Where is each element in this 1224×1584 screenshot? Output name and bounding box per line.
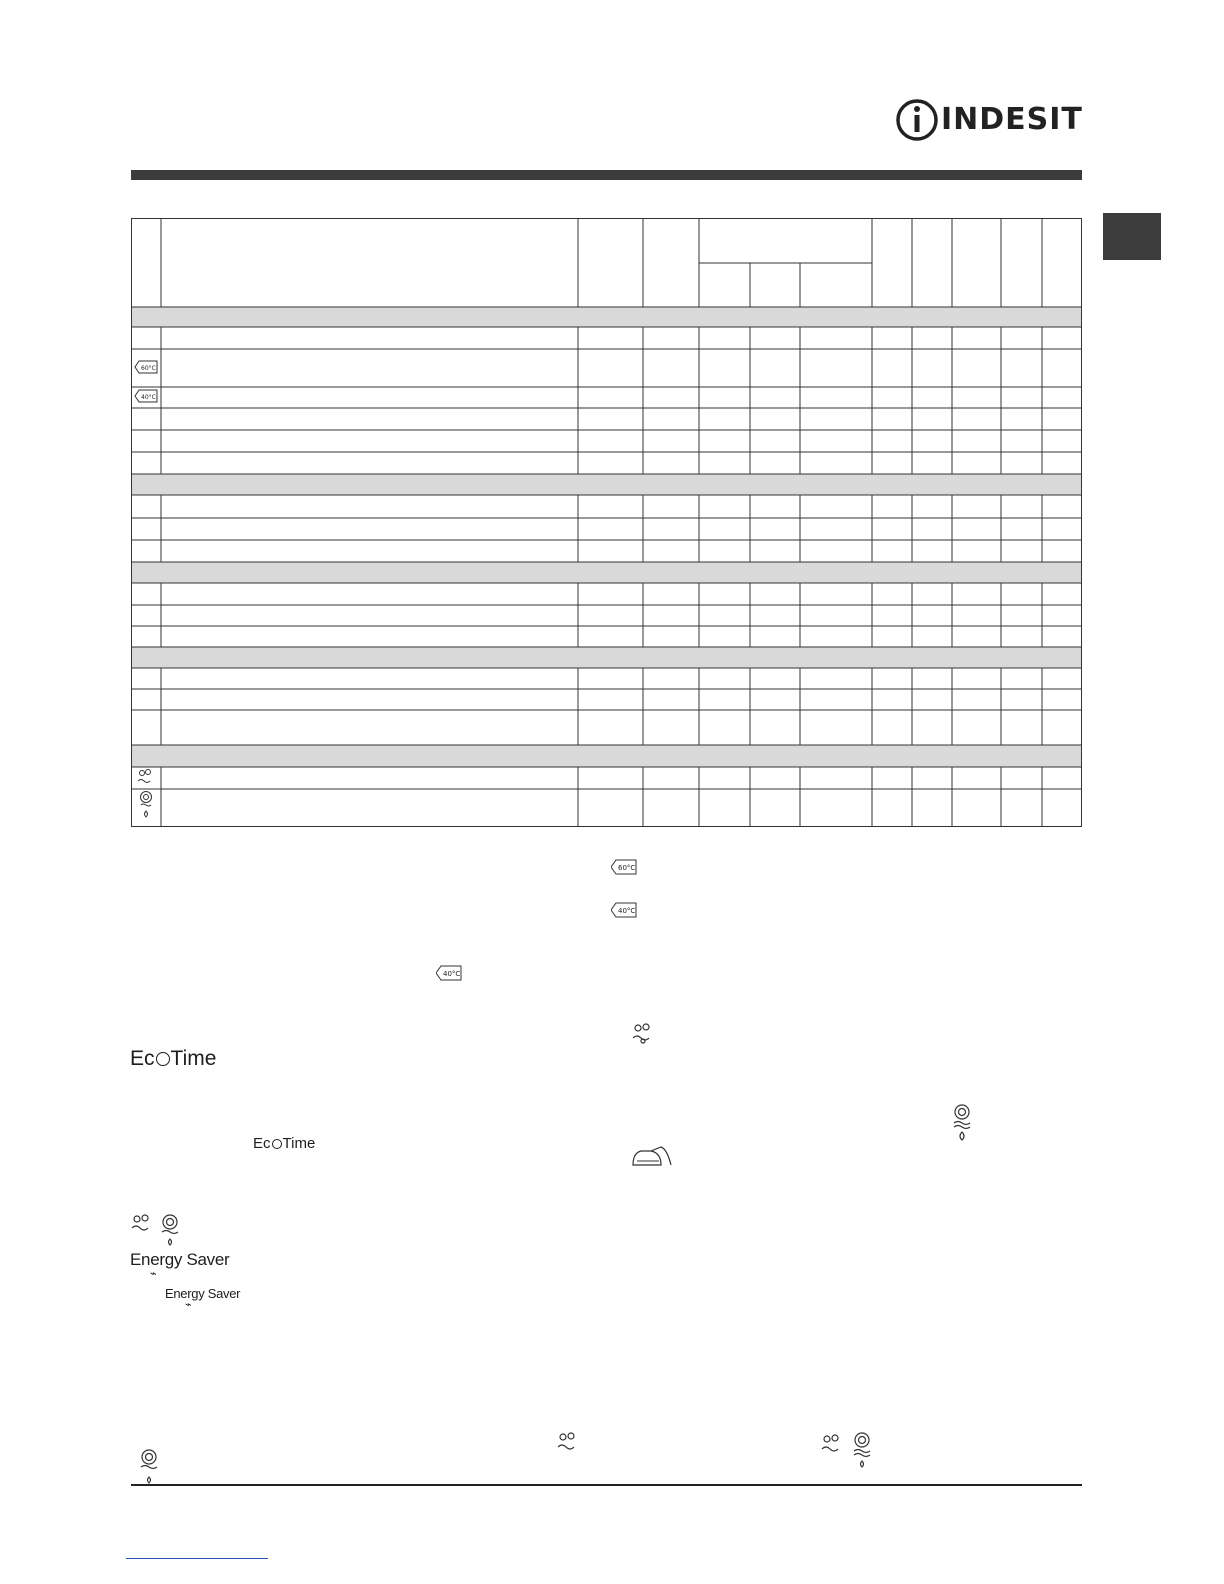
brand-name: INDESIT bbox=[941, 102, 1083, 137]
eco-time-logo: Ec Time bbox=[130, 1047, 217, 1070]
stain-and-rinse-icons bbox=[820, 1432, 876, 1468]
eco-time-logo: Ec Time bbox=[253, 1135, 316, 1152]
temp-40-icon bbox=[611, 902, 637, 918]
svg-text:60°C: 60°C bbox=[618, 864, 636, 872]
rinse-drop-icon bbox=[950, 1104, 974, 1142]
eco-time-o-icon bbox=[156, 1052, 170, 1066]
section-bands bbox=[131, 307, 1082, 767]
section-band bbox=[131, 474, 1082, 495]
section-band bbox=[131, 745, 1082, 767]
temp-40-icon bbox=[436, 965, 462, 981]
footer-rule bbox=[131, 1484, 1082, 1486]
stain-icon bbox=[138, 770, 151, 783]
iron-icon bbox=[631, 1145, 673, 1167]
section-band bbox=[131, 562, 1082, 583]
programme-table bbox=[131, 218, 1082, 827]
header-rule bbox=[131, 170, 1082, 180]
footer-link-underline[interactable] bbox=[126, 1558, 268, 1559]
svg-text:40°C: 40°C bbox=[443, 970, 461, 978]
language-tab bbox=[1103, 213, 1161, 260]
row-icon-60 bbox=[135, 361, 157, 373]
section-band bbox=[131, 647, 1082, 668]
rinse-drop-icon bbox=[141, 792, 152, 818]
brand-logo-icon bbox=[895, 96, 939, 144]
plug-icon: ⌁ bbox=[185, 1299, 192, 1311]
stain-icon bbox=[556, 1432, 582, 1454]
row-icon-40 bbox=[135, 390, 157, 402]
temp-60-icon bbox=[611, 859, 637, 875]
energy-saver-logo: Energy Saver ⌁ bbox=[130, 1250, 230, 1280]
energy-saver-logo: Energy Saver ⌁ bbox=[165, 1286, 241, 1311]
rinse-drop-icon bbox=[137, 1449, 161, 1485]
row-icon-60-label: 60°C bbox=[141, 365, 156, 372]
svg-text:40°C: 40°C bbox=[618, 907, 636, 915]
eco-time-o-icon bbox=[272, 1139, 282, 1149]
section-band bbox=[131, 307, 1082, 327]
row-icon-40-label: 40°C bbox=[141, 394, 156, 401]
stain-icon bbox=[631, 1022, 655, 1046]
brand-logo bbox=[895, 96, 1085, 144]
stain-and-rinse-icons bbox=[130, 1214, 186, 1246]
plug-icon: ⌁ bbox=[150, 1268, 157, 1280]
